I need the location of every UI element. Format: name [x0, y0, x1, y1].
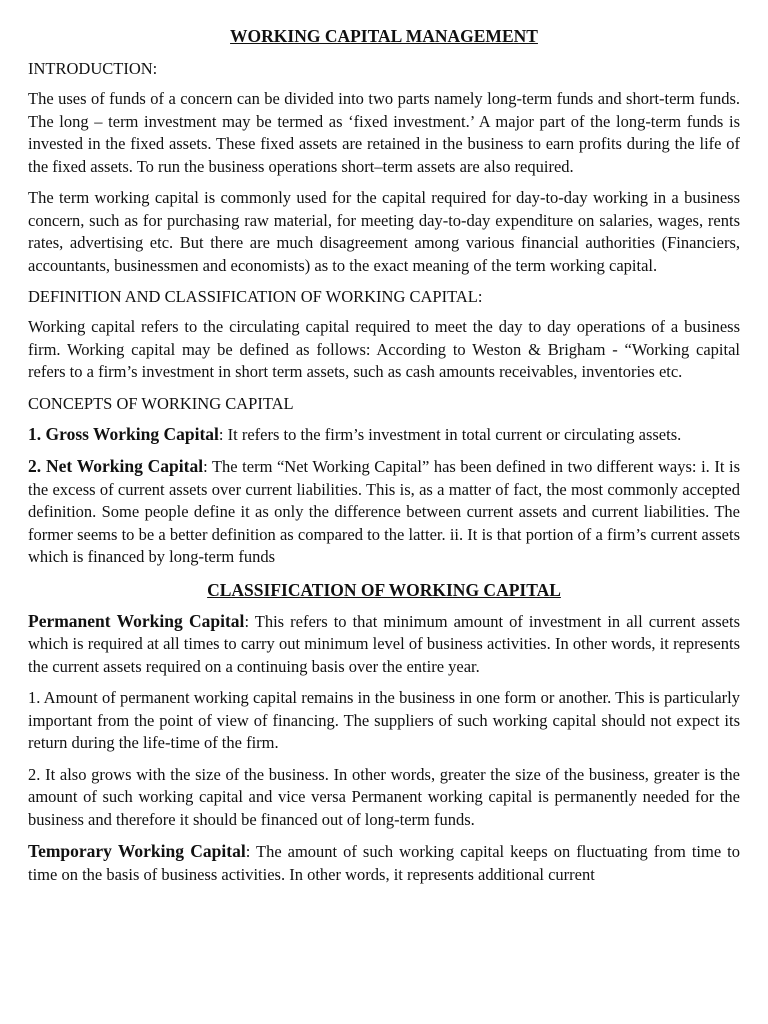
temporary-working-capital-paragraph	[28, 840, 740, 886]
temporary-working-capital-label: Temporary Working Capital	[28, 841, 246, 861]
net-working-capital-label: 2. Net Working Capital	[28, 456, 204, 476]
gross-working-capital-label: 1. Gross Working Capital	[28, 423, 219, 444]
concepts-heading: CONCEPTS OF WORKING CAPITAL	[28, 393, 294, 413]
permanent-working-capital-text: : This refers to that minimum amount of investment in all current assets which is required at all times to carry out minimum level of business activities. In other words, it represents the current assets required on a continuing basis over the entire year.	[28, 611, 740, 676]
gross-working-capital-paragraph	[28, 423, 740, 447]
introduction-heading: INTRODUCTION:	[28, 59, 158, 78]
permanent-working-capital-paragraph	[28, 610, 740, 679]
permanent-working-capital-label: Permanent Working Capital	[28, 610, 245, 631]
definition-heading: DEFINITION AND CLASSIFICATION OF WORKING CAPITAL:	[28, 287, 483, 306]
point-1-paragraph: 1. Amount of permanent working capital remains in the business in one form or another. This is particularly important from the point of view of financing. The suppliers of such working capital should not expect its return during the life-time of the firm.	[28, 688, 740, 752]
document-title: WORKING CAPITAL MANAGEMENT	[230, 26, 538, 46]
intro-paragraph-2: The term working capital is commonly used for the capital required for day-to-day working in a business concern, such as for purchasing raw material, for meeting day-to-day expenditure on salaries, wages, rents rates, advertising etc. But there are much disagreement among various financial authorities (Financiers, accountants, businessmen and economists) as to the exact meaning of the term working capital.	[28, 188, 740, 275]
temporary-working-capital-text: : The amount of such working capital keeps on fluctuating from time to time on the basis of business activities. In other words, it represents additional current	[28, 842, 740, 884]
definition-paragraph: Working capital refers to the circulating capital required to meet the day to day operations of a business firm. Working capital may be defined as follows: According to Weston & Brigham - “Working capital refers to a firm’s investment in short term assets, such as cash amounts receivables, inventories etc.	[28, 317, 740, 381]
point-2-paragraph: 2. It also grows with the size of the business. In other words, greater the size of the business, greater is the amount of such working capital and vice versa Permanent working capital is permanently needed for the business and therefore it should be financed out of long-term funds.	[28, 764, 740, 829]
gross-working-capital-text: : It refers to the firm’s investment in total current or circulating assets.	[218, 424, 682, 444]
net-working-capital-paragraph	[28, 455, 740, 569]
net-working-capital-text: : The term “Net Working Capital” has been defined in two different ways: i. It is the excess of current assets over current liabilities. This is, as a matter of fact, the most commonly accepted definition. Some people define it as only the difference between current assets and current liabilities. The former seems to be a better definition as compared to the latter. ii. It is that portion of a firm’s current assets which is financed by long-term funds	[28, 457, 741, 566]
intro-paragraph-1: The uses of funds of a concern can be divided into two parts namely long-term funds and short-term funds. The long – term investment may be termed as ‘fixed investment.’ A major part of the long-term funds is invested in the fixed assets. These fixed assets are retained in the business to earn profits during the life of the fixed assets. To run the business operations short–term assets are also required.	[28, 89, 740, 176]
classification-title: CLASSIFICATION OF WORKING CAPITAL	[207, 579, 561, 600]
